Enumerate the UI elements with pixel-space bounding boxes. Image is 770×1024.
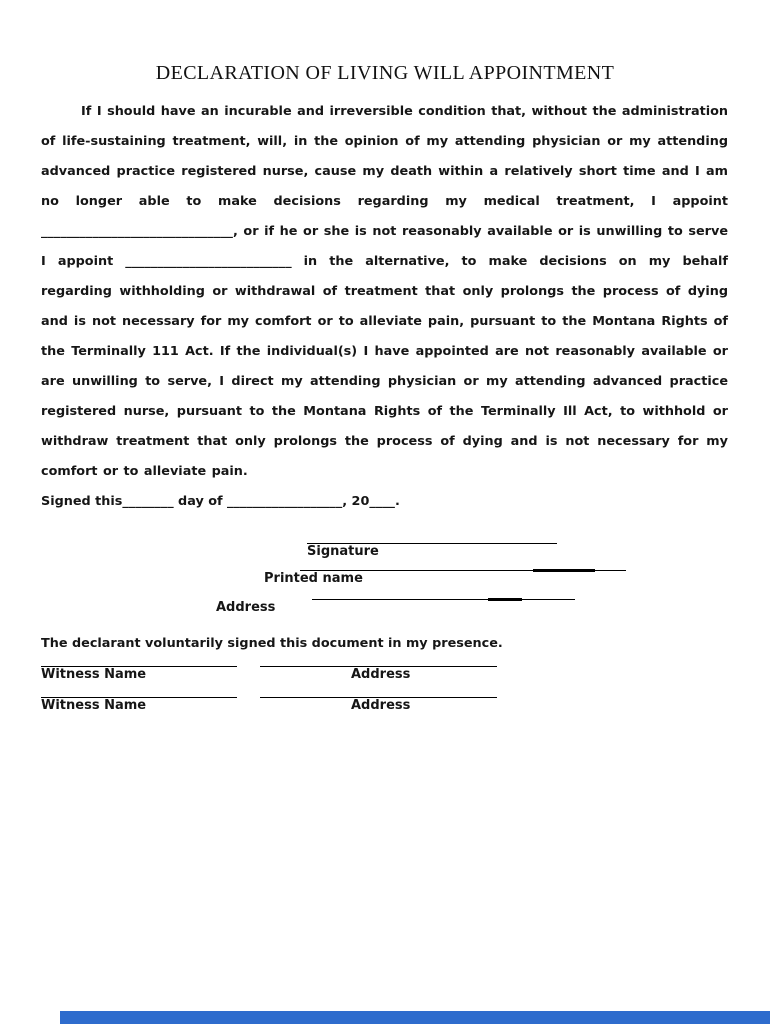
address-fill-line[interactable] [312,591,575,600]
witness1-labels [41,667,770,683]
witness2-name-fill-line[interactable] [41,689,237,698]
scan-artifact-line [533,569,595,573]
signature-block [0,533,770,616]
declarant-statement: The declarant voluntarily signed this document in my presence. [41,636,503,651]
witness2-name-label: Witness Name [41,698,147,713]
witness1-lines [41,658,770,667]
document-title: DECLARATION OF LIVING WILL APPOINTMENT [155,62,615,84]
signature-fill-line[interactable] [307,533,557,544]
witness2-lines [41,689,770,698]
witness2-labels [41,698,770,714]
witness2-address-label: Address [351,698,411,713]
spacer [237,689,260,698]
address-label: Address [216,600,276,615]
witness1-name-label: Witness Name [41,667,147,682]
scan-artifact-line [488,598,522,602]
spacer [237,658,260,667]
signature-label: Signature [307,544,379,559]
footer-bar [60,1011,770,1024]
printed-name-label: Printed name [264,571,363,586]
witness1-address-label: Address [351,667,411,682]
printed-name-fill-line[interactable] [300,562,626,571]
declaration-paragraph: If I should have an incurable and irreversible condition that, without the administration of life-sustaining treatment, will, in the opinion of my attending physician or my attending advanced practice registered nurse, cause my death within a relatively short time and I am no longer able to make decisions regarding my medical treatment, I appoint ______________________________, or if he or she is not reasonably available or is unwilling to serve I appoint __________________________ in the alternative, to make decisions on my behalf regarding withholding or withdrawal of treatment that only prolongs the process of dying and is not necessary for my comfort or to alleviate pain, pursuant to the Montana Rights of the Terminally 111 Act. If the individual(s) I have appointed are not reasonably available or are unwilling to serve, I direct my attending physician or my attending advanced practice registered nurse, pursuant to the Montana Rights of the Terminally Ill Act, to withhold or withdraw treatment that only prolongs the process of dying and is not necessary for my comfort or to alleviate pain. [41,104,728,479]
signed-date-line: Signed this________ day of __________________, 20____. [41,494,400,509]
witness1-name-fill-line[interactable] [41,658,237,667]
witness2-address-fill-line[interactable] [260,689,497,698]
witness1-address-fill-line[interactable] [260,658,497,667]
